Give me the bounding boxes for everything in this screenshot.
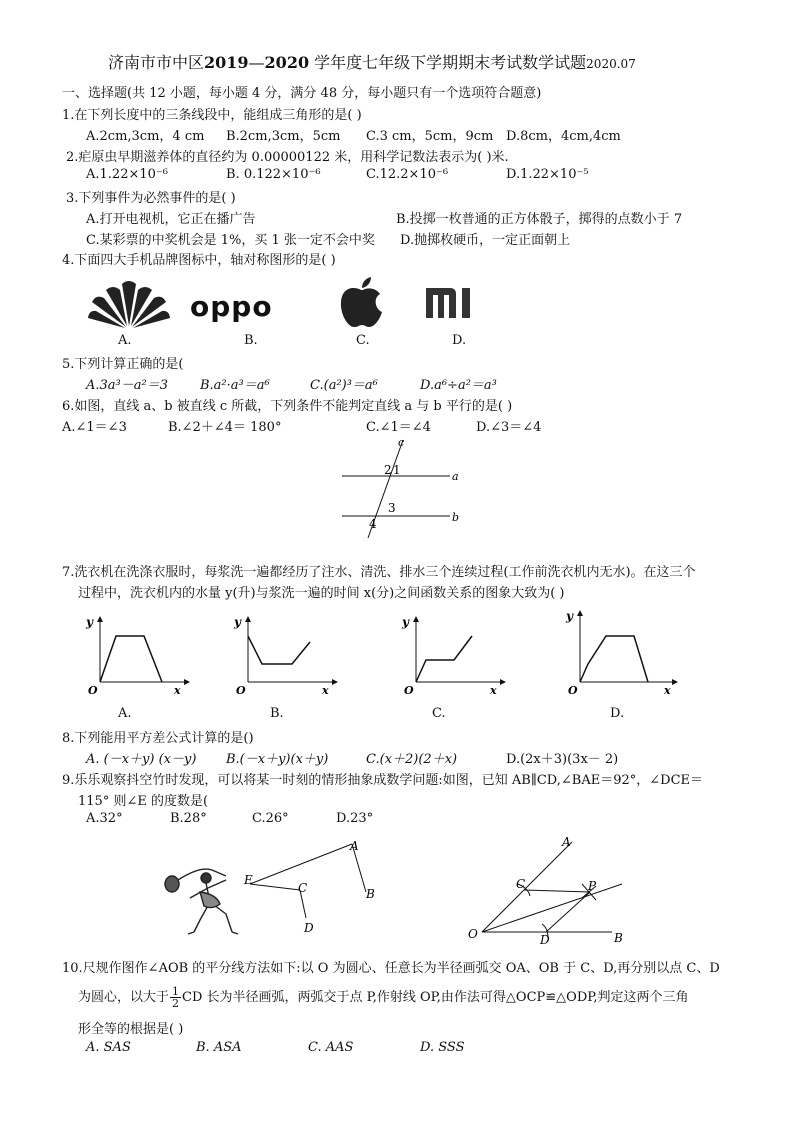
q1-stem: 1.在下列长度中的三条线段中，能组成三角形的是( ) (62, 108, 362, 123)
svg-text:y: y (86, 615, 93, 629)
q1-option-b: B.2cm,3cm，5cm (226, 129, 341, 144)
q10-line2: 为圆心，以大于 $\frac{1}{2}$ CD 长为半径画弧，两弧交于点 P,作射线 OP,由作法可得△OCP≌△ODP,判定这两个三角 (78, 985, 689, 1010)
q8-stem: 8.下列能用平方差公式计算的是() (62, 731, 254, 746)
q3-option-a: A.打开电视机，它正在播广告 (86, 212, 256, 227)
fraction-half: $\frac{1}{2}$ (172, 985, 180, 1010)
q7-label-c: C. (432, 706, 446, 721)
q2-option-d: D.1.22×10⁻⁵ (506, 167, 589, 182)
q4-label-c: C. (356, 333, 370, 348)
q1-option-d: D.8cm，4cm,4cm (506, 129, 621, 144)
svg-text:C: C (298, 881, 308, 895)
q10-option-c: C. AAS (308, 1040, 354, 1055)
mi-logo (424, 286, 476, 320)
svg-text:x: x (322, 684, 329, 696)
svg-text:MI: MI (424, 286, 426, 287)
svg-text:O: O (568, 684, 578, 696)
svg-text:O: O (88, 684, 98, 696)
section-heading: 一、选择题(共 12 小题，每小题 4 分，满分 48 分，每小题只有一个选项符合题意) (62, 86, 542, 101)
q7-label-b: B. (270, 706, 284, 721)
q5-option-b: B.a²·a³＝a⁶ (200, 378, 270, 393)
q2-stem: 2.疟原虫早期滋养体的直径约为 0.00000122 米，用科学记数法表示为( )米. (66, 150, 509, 165)
q9-line2: 115° 则∠E 的度数是( (78, 794, 209, 809)
q7-line1: 7.洗衣机在洗涤衣服时，每浆洗一遍都经历了注水、清洗、排水三个连续过程(工作前洗衣机内无水)。在这三个 (62, 565, 696, 580)
svg-text:P: P (588, 879, 597, 893)
q6-option-d: D.∠3＝∠4 (476, 420, 542, 435)
q1-option-c: C.3 cm，5cm，9cm (366, 129, 494, 144)
q2-option-a: A.1.22×10⁻⁶ (86, 167, 168, 182)
q8-option-c: C.(x＋2)(2＋x) (366, 752, 458, 767)
svg-text:A: A (562, 835, 571, 849)
svg-text:x: x (664, 684, 671, 696)
diabolo-player-icon (165, 869, 238, 934)
q5-option-d: D.a⁶÷a²＝a³ (420, 378, 497, 393)
huawei-logo (86, 276, 172, 330)
page-title: 济南市市中区2019—2020 学年度七年级下学期期末考试数学试题2020.07 (108, 53, 636, 72)
svg-text:x: x (490, 684, 497, 696)
q3-option-b: B.投掷一枚普通的正方体骰子，掷得的点数小于 7 (396, 212, 683, 227)
q3-option-c: C.某彩票的中奖机会是 1%，买 1 张一定不会中奖 (86, 233, 375, 248)
q9-option-d: D.23° (336, 811, 374, 826)
q2-option-b: B. 0.122×10⁻⁶ (226, 167, 321, 182)
q9-option-c: C.26° (252, 811, 289, 826)
apple-logo (336, 276, 386, 330)
q6-option-a: A.∠1＝∠3 (62, 420, 127, 435)
q3-option-d: D.抛掷枚硬币，一定正面朝上 (400, 233, 571, 248)
q5-option-c: C.(a²)³＝a⁶ (310, 378, 378, 393)
q7-label-d: D. (610, 706, 625, 721)
q6-option-b: B.∠2＋∠4＝ 180° (168, 420, 282, 435)
q1-option-a: A.2cm,3cm，4 cm (86, 129, 205, 144)
q5-stem: 5.下列计算正确的是( (62, 357, 184, 372)
q8-option-b: B.(－x＋y)(x＋y) (226, 752, 329, 767)
q10-line1: 10.尺规作图作∠AOB 的平分线方法如下:以 O 为圆心、任意长为半径画弧交 OA、OB 于 C、D,再分别以点 C、D (62, 961, 720, 976)
q8-option-d: D.(2x＋3)(3x－ 2) (506, 752, 619, 767)
q4-label-d: D. (452, 333, 467, 348)
q7-line2: 过程中，洗衣机内的水量 y(升)与浆洗一遍的时间 x(分)之间函数关系的图象大致为( ) (78, 586, 565, 601)
svg-text:A: A (350, 839, 359, 853)
svg-text:O: O (236, 684, 246, 696)
q10-line3: 形全等的根据是( ) (78, 1022, 184, 1037)
q6-option-c: C.∠1＝∠4 (366, 420, 431, 435)
q4-label-a: A. (118, 333, 132, 348)
svg-text:y: y (566, 609, 573, 623)
graph-c (396, 612, 506, 696)
q9-option-a: A.32° (86, 811, 123, 826)
q4-label-b: B. (244, 333, 258, 348)
svg-text:y: y (234, 615, 241, 629)
diabolo-figure (160, 836, 390, 946)
graph-d (560, 606, 680, 696)
q4-stem: 4.下面四大手机品牌图标中，轴对称图形的是( ) (62, 253, 336, 268)
angle-bisector-figure (462, 832, 642, 948)
q3-stem: 3.下列事件为必然事件的是( ) (66, 191, 236, 206)
svg-text:B: B (614, 931, 623, 945)
svg-text:O: O (404, 684, 414, 696)
oppo-logo: oppo (190, 290, 273, 323)
q6-stem: 6.如图，直线 a、b 被直线 c 所截，下列条件不能判定直线 a 与 b 平行的是( ) (62, 399, 513, 414)
q9-option-b: B.28° (170, 811, 207, 826)
q5-option-a: A.3a³－a²＝3 (86, 378, 168, 393)
graph-a (80, 612, 190, 696)
svg-text:E: E (244, 873, 253, 887)
angle-1: 1 (393, 463, 401, 477)
svg-text:D: D (540, 933, 550, 947)
parallel-lines-figure (330, 436, 470, 540)
q9-line1: 9.乐乐观察抖空竹时发现，可以将某一时刻的情形抽象成数学问题:如图，已知 AB∥CD,∠BAE＝92°，∠DCE＝ (62, 773, 704, 788)
angle-4: 4 (369, 517, 377, 531)
q2-option-c: C.12.2×10⁻⁶ (366, 167, 449, 182)
label-b: b (452, 511, 460, 524)
svg-text:D: D (304, 921, 314, 935)
angle-3: 3 (388, 501, 396, 515)
graph-b (228, 612, 338, 696)
angle-2: 2 (384, 463, 392, 477)
svg-text:B: B (366, 887, 375, 901)
svg-text:y: y (402, 615, 409, 629)
svg-text:O: O (468, 927, 478, 941)
label-a: a (452, 470, 459, 483)
q10-option-d: D. SSS (420, 1040, 465, 1055)
svg-text:C: C (516, 877, 526, 891)
label-c: c (398, 436, 405, 449)
q10-option-b: B. ASA (196, 1040, 242, 1055)
q10-option-a: A. SAS (86, 1040, 131, 1055)
svg-text:x: x (174, 684, 181, 696)
q7-label-a: A. (118, 706, 132, 721)
q8-option-a: A. (－x＋y) (x－y) (86, 752, 197, 767)
